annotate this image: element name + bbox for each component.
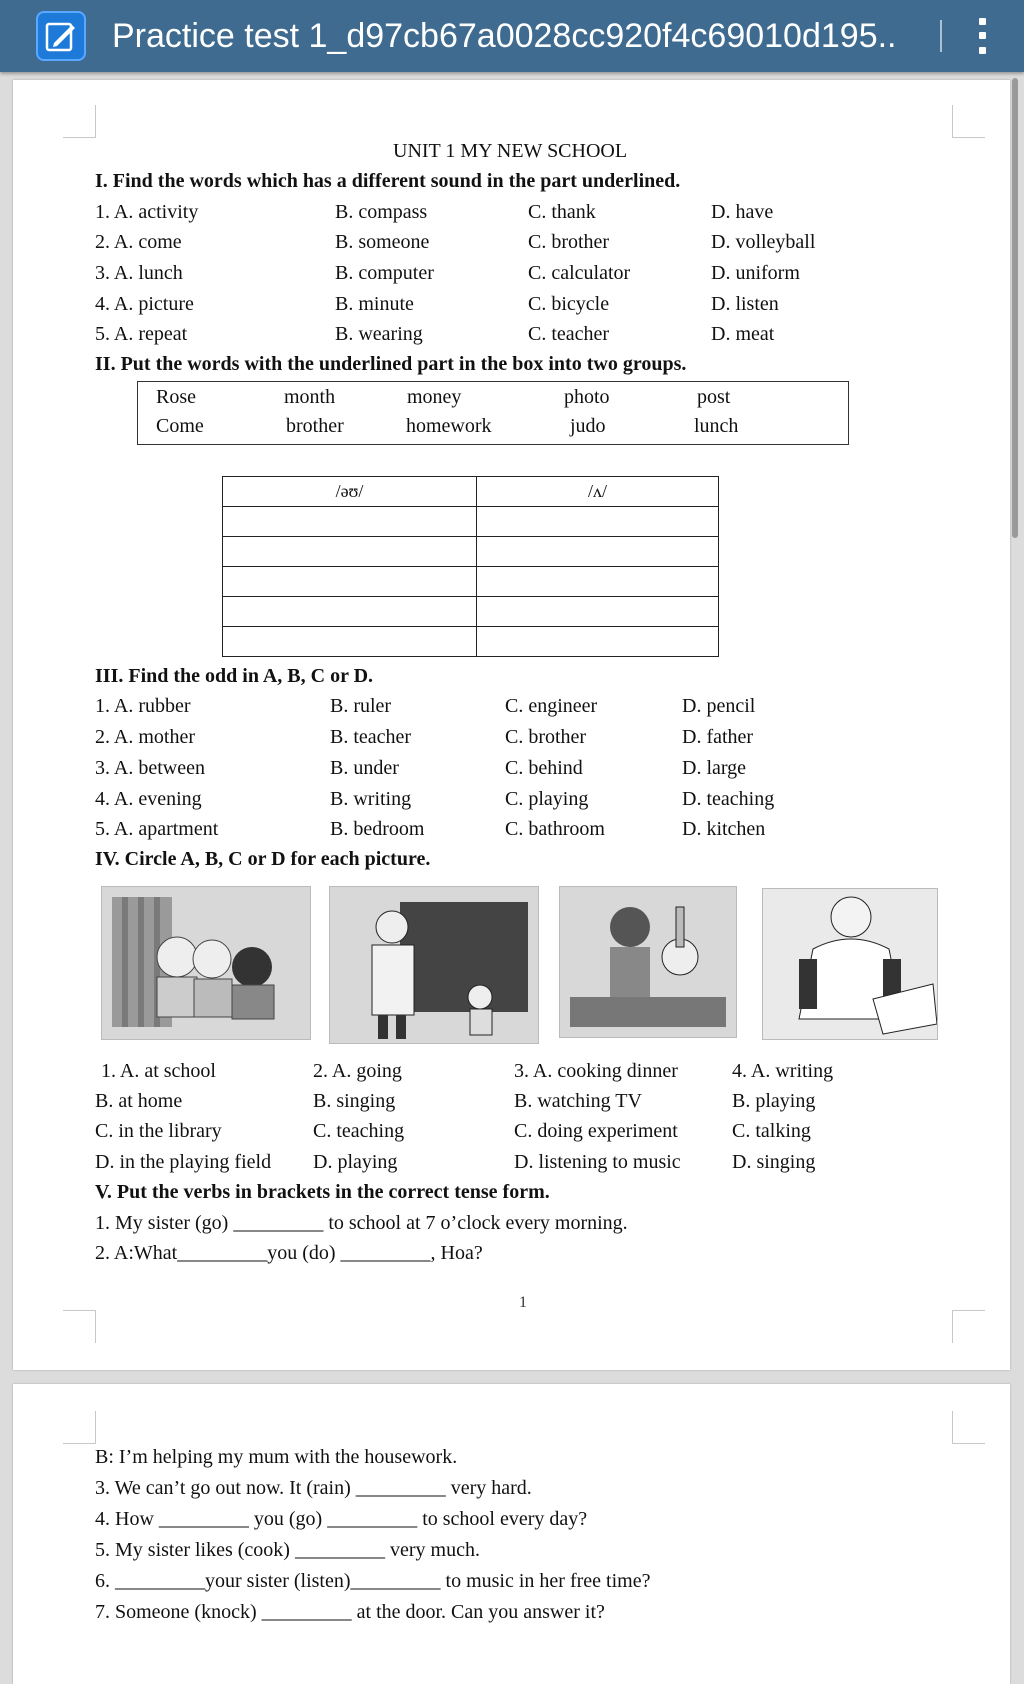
box-word: month <box>284 386 336 408</box>
p2-line-2: 3. We can’t go out now. It (rain) _________ very hard. <box>95 1477 532 1499</box>
s3-q4-a: 4. A. evening <box>95 788 202 810</box>
s1-q4-a: 4. A. picture <box>95 293 194 315</box>
s3-q4-c: C. playing <box>505 788 589 810</box>
picture-boy-experiment <box>559 886 737 1038</box>
s4-p3-a: 3. A. cooking dinner <box>514 1060 678 1082</box>
s4-p3-c: C. doing experiment <box>514 1120 678 1142</box>
s1-q3-c: C. calculator <box>528 262 631 284</box>
s3-q3-c: C. behind <box>505 757 583 779</box>
box-word: post <box>697 386 731 408</box>
table-cell[interactable] <box>477 627 719 657</box>
s3-q2-a: 2. A. mother <box>95 726 195 748</box>
document-title: Practice test 1_d97cb67a0028cc920f4c69010d195.. <box>112 16 897 55</box>
s3-q5-d: D. kitchen <box>682 818 766 840</box>
s4-p4-a: 4. A. writing <box>732 1060 834 1082</box>
section-1-title: I. Find the words which has a different sound in the part underlined. <box>95 170 681 192</box>
page-corner-mark <box>952 105 985 138</box>
page-corner-mark <box>63 105 96 138</box>
table-cell[interactable] <box>223 567 477 597</box>
s3-q1-b: B. ruler <box>330 695 392 717</box>
table-cell[interactable] <box>223 537 477 567</box>
box-word: Rose <box>156 386 196 408</box>
s3-q5-c: C. bathroom <box>505 818 605 840</box>
s5-line-1: 1. My sister (go) _________ to school at 7 o’clock every morning. <box>95 1212 628 1234</box>
s4-p4-d: D. singing <box>732 1151 816 1173</box>
app-bar <box>0 0 1024 72</box>
box-word: lunch <box>694 415 739 437</box>
s3-q4-b: B. writing <box>330 788 412 810</box>
unit-heading: UNIT 1 MY NEW SCHOOL <box>393 140 628 162</box>
s4-p2-d: D. playing <box>313 1151 398 1173</box>
table-header-ou: /əʊ/ <box>223 477 477 507</box>
s1-q5-c: C. teacher <box>528 323 610 345</box>
box-word: homework <box>406 415 492 437</box>
s3-q3-d: D. large <box>682 757 747 779</box>
page-corner-mark <box>952 1310 985 1343</box>
section-5-title: V. Put the verbs in brackets in the correct tense form. <box>95 1181 550 1203</box>
s1-q2-a: 2. A. come <box>95 231 182 253</box>
s3-q4-d: D. teaching <box>682 788 775 810</box>
more-options-icon[interactable] <box>968 14 996 58</box>
box-word: money <box>407 386 462 408</box>
section-3-title: III. Find the odd in A, B, C or D. <box>95 665 374 687</box>
s1-q1-d: D. have <box>711 201 774 223</box>
s3-q1-d: D. pencil <box>682 695 756 717</box>
table-cell[interactable] <box>223 597 477 627</box>
s1-q1-b: B. compass <box>335 201 428 223</box>
s3-q5-a: 5. A. apartment <box>95 818 219 840</box>
s4-p4-c: C. talking <box>732 1120 811 1142</box>
s1-q3-d: D. uniform <box>711 262 800 284</box>
s3-q3-a: 3. A. between <box>95 757 205 779</box>
s3-q2-c: C. brother <box>505 726 587 748</box>
picture-teacher-blackboard <box>329 886 539 1044</box>
s1-q2-d: D. volleyball <box>711 231 816 253</box>
s4-p4-b: B. playing <box>732 1090 816 1112</box>
p2-line-6: 7. Someone (knock) _________ at the door. Can you answer it? <box>95 1601 605 1623</box>
section-4-title: IV. Circle A, B, C or D for each picture. <box>95 848 431 870</box>
s3-q2-d: D. father <box>682 726 754 748</box>
picture-children-library <box>101 886 311 1040</box>
s1-q3-a: 3. A. lunch <box>95 262 183 284</box>
section-2-title: II. Put the words with the underlined part in the box into two groups. <box>95 353 687 375</box>
table-cell[interactable] <box>223 627 477 657</box>
box-word: photo <box>564 386 610 408</box>
s1-q2-b: B. someone <box>335 231 430 253</box>
picture-boy-writing <box>762 888 938 1040</box>
s3-q3-b: B. under <box>330 757 399 779</box>
s4-p1-b: B. at home <box>95 1090 183 1112</box>
document-page-2 <box>13 1384 1010 1684</box>
p2-line-1: B: I’m helping my mum with the housework. <box>95 1446 458 1468</box>
s4-p1-a: 1. A. at school <box>101 1060 216 1082</box>
s4-p2-a: 2. A. going <box>313 1060 402 1082</box>
s4-p2-c: C. teaching <box>313 1120 405 1142</box>
s4-p3-b: B. watching TV <box>514 1090 642 1112</box>
s4-p2-b: B. singing <box>313 1090 396 1112</box>
page-number: 1 <box>519 1294 527 1311</box>
page-corner-mark <box>952 1411 985 1444</box>
s1-q4-d: D. listen <box>711 293 779 315</box>
p2-line-4: 5. My sister likes (cook) _________ very much. <box>95 1539 480 1561</box>
page-corner-mark <box>63 1411 96 1444</box>
s4-p3-d: D. listening to music <box>514 1151 681 1173</box>
page-corner-mark <box>63 1310 96 1343</box>
s4-p1-d: D. in the playing field <box>95 1151 272 1173</box>
table-cell[interactable] <box>477 567 719 597</box>
s1-q5-a: 5. A. repeat <box>95 323 188 345</box>
word-box <box>137 381 849 445</box>
table-cell[interactable] <box>477 507 719 537</box>
table-cell[interactable] <box>477 597 719 627</box>
s5-line-2: 2. A:What_________you (do) _________, Hoa? <box>95 1242 483 1264</box>
s1-q2-c: C. brother <box>528 231 610 253</box>
s1-q4-b: B. minute <box>335 293 414 315</box>
p2-line-5: 6. _________your sister (listen)_________ to music in her free time? <box>95 1570 651 1592</box>
s1-q5-d: D. meat <box>711 323 775 345</box>
scrollbar[interactable] <box>1012 78 1018 538</box>
s4-p1-c: C. in the library <box>95 1120 222 1142</box>
s1-q4-c: C. bicycle <box>528 293 610 315</box>
phonetic-table <box>222 476 719 657</box>
s3-q5-b: B. bedroom <box>330 818 425 840</box>
s1-q1-c: C. thank <box>528 201 596 223</box>
p2-line-3: 4. How _________ you (go) _________ to school every day? <box>95 1508 588 1530</box>
box-word: brother <box>286 415 344 437</box>
toolbar-divider <box>940 20 942 52</box>
table-cell[interactable] <box>477 537 719 567</box>
box-word: Come <box>156 415 204 437</box>
s1-q3-b: B. computer <box>335 262 434 284</box>
note-edit-icon[interactable] <box>36 11 86 61</box>
s3-q1-a: 1. A. rubber <box>95 695 191 717</box>
table-header-uh: /ʌ/ <box>477 477 719 507</box>
s1-q5-b: B. wearing <box>335 323 423 345</box>
s1-q1-a: 1. A. activity <box>95 201 199 223</box>
box-word: judo <box>570 415 606 437</box>
table-cell[interactable] <box>223 507 477 537</box>
s3-q2-b: B. teacher <box>330 726 412 748</box>
s3-q1-c: C. engineer <box>505 695 598 717</box>
